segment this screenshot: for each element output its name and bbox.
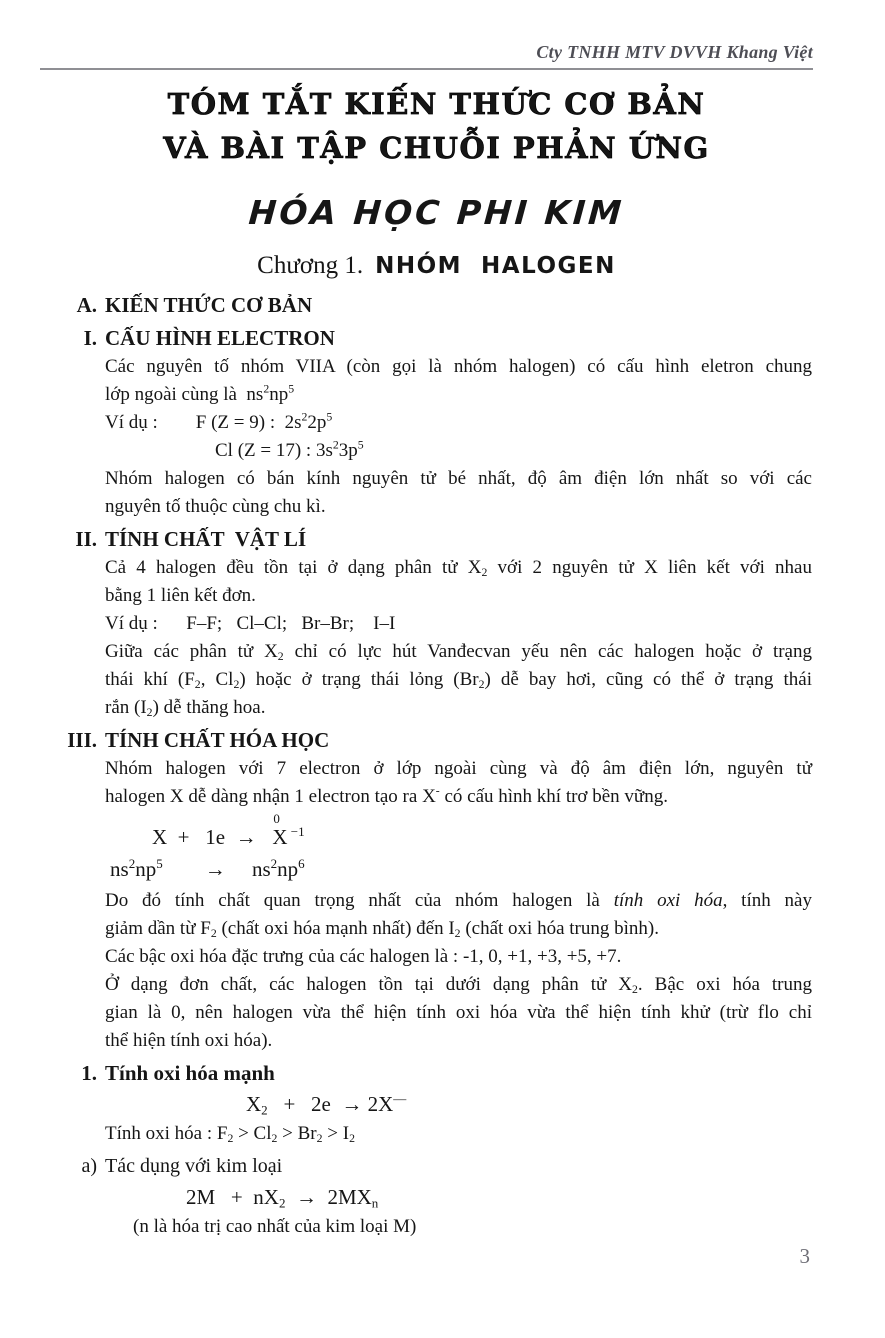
paragraph-line: nguyên tố thuộc cùng chu kì.	[105, 496, 326, 517]
equation-electron-gain: X + 1e → 0 X $^{-1}$	[152, 811, 305, 849]
paragraph-line: thái khí ($F_2$, $Cl_2$) hoặc ở trạng thái lỏng $(Br_2)$ dễ bay hơi, cũng có thể ở trạng thái	[105, 669, 812, 691]
paragraph-line: thể hiện tính oxi hóa).	[105, 1030, 273, 1051]
section-heading-i	[60, 323, 813, 353]
section-title-iii: TÍNH CHẤT HÓA HỌC	[105, 728, 330, 752]
chapter-name: NHÓM HALOGEN	[375, 253, 616, 279]
subsection-heading-a	[60, 1151, 813, 1181]
paragraph-line: Giữa các phân tử $X_2$ chỉ có lực hút Vanđecvan yếu nên các halogen hoặc ở trạng	[105, 641, 812, 663]
paragraph-line: Nhóm halogen với 7 electron ở lớp ngoài cùng và độ âm điện lớn, nguyên tử	[105, 758, 812, 779]
subsection-heading-1	[60, 1058, 813, 1088]
section-title-ii: TÍNH CHẤT VẬT LÍ	[105, 527, 307, 551]
paragraph-line: Tính oxi hóa : $F_2 > Cl_2 > Br_2 > I_2$	[105, 1123, 355, 1145]
page-content	[60, 82, 813, 1241]
section-title-i: CẤU HÌNH ELECTRON	[105, 326, 335, 350]
example-line: Ví dụ : F (Z = 9) : $2s^22p^5$	[105, 410, 333, 433]
subsection-title-1: Tính oxi hóa mạnh	[105, 1061, 275, 1085]
paragraph-line: Các nguyên tố nhóm VIIA (còn gọi là nhóm halogen) có cấu hình eletron chung	[105, 356, 812, 377]
running-header: Cty TNHH MTV DVVH Khang Việt	[536, 42, 813, 62]
book-title	[60, 82, 813, 170]
equation-oxidation: $X_2 + 2e \to 2X^—$	[246, 1091, 407, 1118]
paragraph-line: lớp ngoài cùng là $ns^2np^5$	[105, 382, 295, 405]
section-label-i: I.	[83, 326, 97, 350]
paragraph-line: halogen X dễ dàng nhận 1 electron tạo ra X- có cấu hình khí trơ bền vững.	[105, 784, 668, 807]
subsection-label-1: 1.	[81, 1061, 97, 1085]
paragraph-line: rắn $(I_2)$ dễ thăng hoa.	[105, 697, 266, 719]
paragraph-line: bằng 1 liên kết đơn.	[105, 585, 256, 606]
subject-title: HÓA HỌC PHI KIM	[247, 193, 626, 232]
section-heading-ii	[60, 524, 813, 554]
header-rule	[40, 68, 813, 70]
subsection-label-a: a)	[81, 1155, 97, 1177]
chapter-number: Chương 1.	[257, 252, 364, 279]
paragraph-line: Cả 4 halogen đều tồn tại ở dạng phân tử $X_2$ với 2 nguyên tử X liên kết với nhau	[105, 557, 812, 579]
chapter-heading	[60, 248, 813, 287]
paragraph-line: Do đó tính chất quan trọng nhất của nhóm halogen là tính oxi hóa, tính này	[105, 890, 812, 911]
section-label-ii: II.	[75, 527, 97, 551]
example-line: Cl (Z = 17) : $3s^23p^5$	[215, 438, 364, 461]
example-line: Ví dụ : F–F; Cl–Cl; Br–Br; I–I	[105, 613, 396, 634]
paragraph-line: gian là 0, nên halogen vừa thể hiện tính oxi hóa vừa thể hiện tính khử (trừ flo chỉ	[105, 1002, 812, 1023]
page-number: 3	[799, 1244, 810, 1268]
book-title-line-1: TÓM TẮT KIẾN THỨC CƠ BẢN	[167, 87, 706, 121]
book-title-line-2: VÀ BÀI TẬP CHUỖI PHẢN ỨNG	[163, 131, 710, 165]
paragraph-line: Ở dạng đơn chất, các halogen tồn tại dưới dạng phân tử $X_2$. Bậc oxi hóa trung	[105, 974, 813, 996]
subsection-title-a: Tác dụng với kim loại	[105, 1155, 283, 1177]
paragraph-line: (n là hóa trị cao nhất của kim loại M)	[133, 1216, 417, 1237]
equation-metal-reaction: $2M + nX_2 \to 2MX_n$	[186, 1185, 379, 1211]
section-label-a: A.	[76, 293, 97, 317]
equation-configuration: $ns^2np^5$ → $ns^2np^6$	[110, 856, 305, 881]
paragraph-line: giảm dần từ $F_2$ (chất oxi hóa mạnh nhất) đến $I_2$ (chất oxi hóa trung bình).	[105, 918, 659, 940]
section-title-a: KIẾN THỨC CƠ BẢN	[105, 293, 313, 317]
paragraph-line: Nhóm halogen có bán kính nguyên tử bé nhất, độ âm điện lớn nhất so với các	[105, 468, 812, 489]
section-heading-a	[60, 290, 813, 320]
paragraph-line: Các bậc oxi hóa đặc trưng của các halogen là : -1, 0, +1, +3, +5, +7.	[105, 946, 622, 967]
section-heading-iii	[60, 725, 813, 755]
section-label-iii: III.	[67, 728, 97, 752]
